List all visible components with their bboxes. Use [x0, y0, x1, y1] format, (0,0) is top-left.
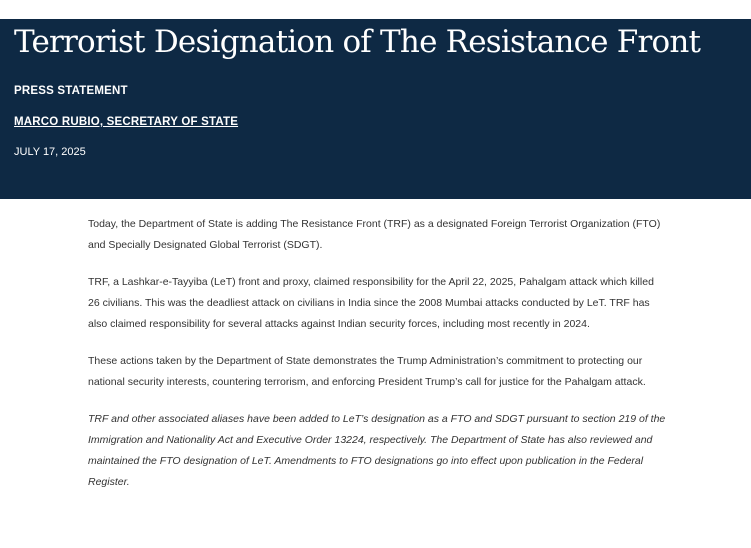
article-body	[0, 199, 668, 493]
publish-date: JULY 17, 2025	[14, 146, 86, 158]
article-type-label: PRESS STATEMENT	[14, 85, 128, 97]
body-paragraph-2: TRF, a Lashkar-e-Tayyiba (LeT) front and proxy, claimed responsibility for the April 22, 2025, Pahalgam attack which killed 26 civilians. This was the deadliest attack on civilians in India since the 2008 Mumbai attacks conducted by LeT. TRF has also claimed responsibility for several attacks against Indian security forces, including most recently in 2024.	[88, 276, 654, 330]
page-header	[0, 19, 751, 199]
body-paragraph-4: TRF and other associated aliases have been added to LeT’s designation as a FTO and SDGT pursuant to section 219 of the Immigration and Nationality Act and Executive Order 13224, respectively. The Department of State has also reviewed and maintained the FTO designation of LeT. Amendments to FTO designations go into effect upon publication in the Federal Register.	[88, 413, 666, 488]
body-paragraph-1: Today, the Department of State is adding The Resistance Front (TRF) as a designated Foreign Terrorist Organization (FTO) and Specially Designated Global Terrorist (SDGT).	[88, 218, 661, 251]
top-strip	[0, 0, 751, 19]
author-link[interactable]: MARCO RUBIO, SECRETARY OF STATE	[14, 116, 239, 128]
body-paragraph-3: These actions taken by the Department of State demonstrates the Trump Administration’s commitment to protecting our national security interests, countering terrorism, and enforcing President Trump’s call for justice for the Pahalgam attack.	[88, 355, 646, 388]
page-title: Terrorist Designation of The Resistance Front	[14, 24, 701, 60]
